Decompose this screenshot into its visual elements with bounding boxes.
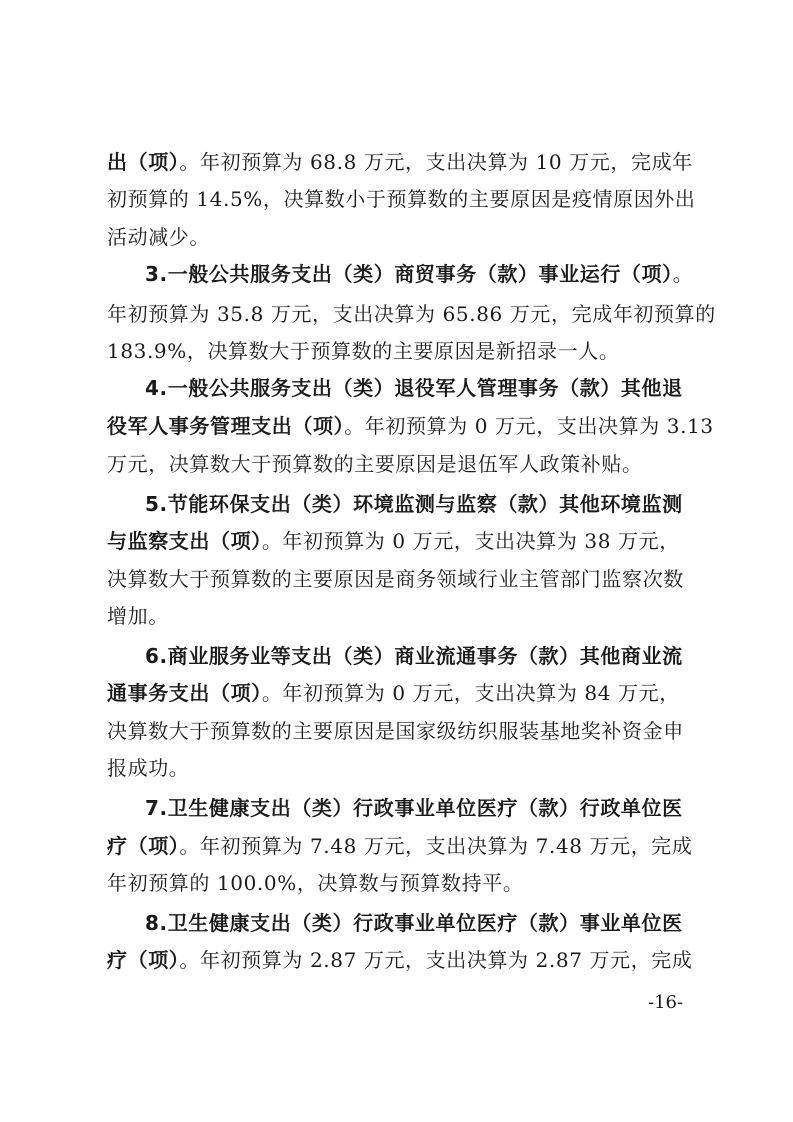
item-heading: 4.一般公共服务支出（类）退役军人管理事务（款）其他退 <box>145 376 683 400</box>
body-text: 活动减少。 <box>107 225 210 249</box>
paragraph-line <box>107 529 680 553</box>
body-text: 183.9%，决算数大于预算数的主要原因是新招录一人。 <box>107 339 620 363</box>
item-heading: 3.一般公共服务支出（类）商贸事务（款）事业运行（项） <box>145 262 673 286</box>
paragraph-line <box>107 567 684 591</box>
body-text: 。年初预算为 2.87 万元，支出决算为 2.87 万元，完成 <box>179 948 693 972</box>
paragraph-line <box>107 871 523 895</box>
paragraph-line <box>107 150 693 174</box>
paragraph-line <box>145 644 683 668</box>
paragraph-line <box>107 302 716 326</box>
paragraph-line <box>107 187 696 211</box>
paragraph-line <box>107 414 714 438</box>
body-text: 增加。 <box>107 604 169 628</box>
item-heading: 6.商业服务业等支出（类）商业流通事务（款）其他商业流 <box>145 644 683 668</box>
body-text: 。年初预算为 0 万元，支出决算为 3.13 <box>344 414 714 438</box>
body-text: 报成功。 <box>107 756 190 780</box>
item-heading: 出（项） <box>107 150 180 174</box>
item-heading: 疗（项） <box>107 834 180 858</box>
paragraph-line <box>107 681 680 705</box>
body-text: 决算数大于预算数的主要原因是国家级纺织服装基地奖补资金申 <box>107 719 684 743</box>
body-text: 年初预算为 35.8 万元，支出决算为 65.86 万元，完成年初预算的 <box>107 302 716 326</box>
body-text: 万元，决算数大于预算数的主要原因是退伍军人政策补贴。 <box>107 452 643 476</box>
paragraph-line <box>145 376 683 400</box>
body-text: 。 <box>672 262 694 286</box>
paragraph-line <box>145 911 683 935</box>
item-heading: 通事务支出（项） <box>107 681 262 705</box>
item-heading: 5.节能环保支出（类）环境监测与监察（款）其他环境监测 <box>145 492 683 516</box>
body-text: 决算数大于预算数的主要原因是商务领域行业主管部门监察次数 <box>107 567 684 591</box>
paragraph-line <box>107 604 169 628</box>
paragraph-line <box>107 756 189 780</box>
item-heading: 7.卫生健康支出（类）行政事业单位医疗（款）行政单位医 <box>145 796 683 820</box>
body-text: 年初预算的 100.0%，决算数与预算数持平。 <box>107 871 524 895</box>
item-heading: 与监察支出（项） <box>107 529 262 553</box>
body-text: 。年初预算为 7.48 万元，支出决算为 7.48 万元，完成 <box>179 834 693 858</box>
paragraph-line <box>107 452 643 476</box>
body-text: 。年初预算为 0 万元，支出决算为 84 万元， <box>261 681 680 705</box>
page-number: -16- <box>648 992 684 1013</box>
body-text: 初预算的 14.5%，决算数小于预算数的主要原因是疫情原因外出 <box>107 187 696 211</box>
paragraph-line <box>145 796 683 820</box>
item-heading: 疗（项） <box>107 948 180 972</box>
paragraph-line <box>145 492 683 516</box>
body-text: 。年初预算为 68.8 万元，支出决算为 10 万元，完成年 <box>179 150 693 174</box>
paragraph-line <box>107 339 619 363</box>
item-heading: 役军人事务管理支出（项） <box>107 414 345 438</box>
paragraph-line <box>107 834 693 858</box>
paragraph-line <box>107 948 693 972</box>
item-heading: 8.卫生健康支出（类）行政事业单位医疗（款）事业单位医 <box>145 911 683 935</box>
body-text: 。年初预算为 0 万元，支出决算为 38 万元， <box>261 529 680 553</box>
paragraph-line <box>107 225 210 249</box>
paragraph-line <box>107 719 684 743</box>
paragraph-line <box>145 262 693 286</box>
